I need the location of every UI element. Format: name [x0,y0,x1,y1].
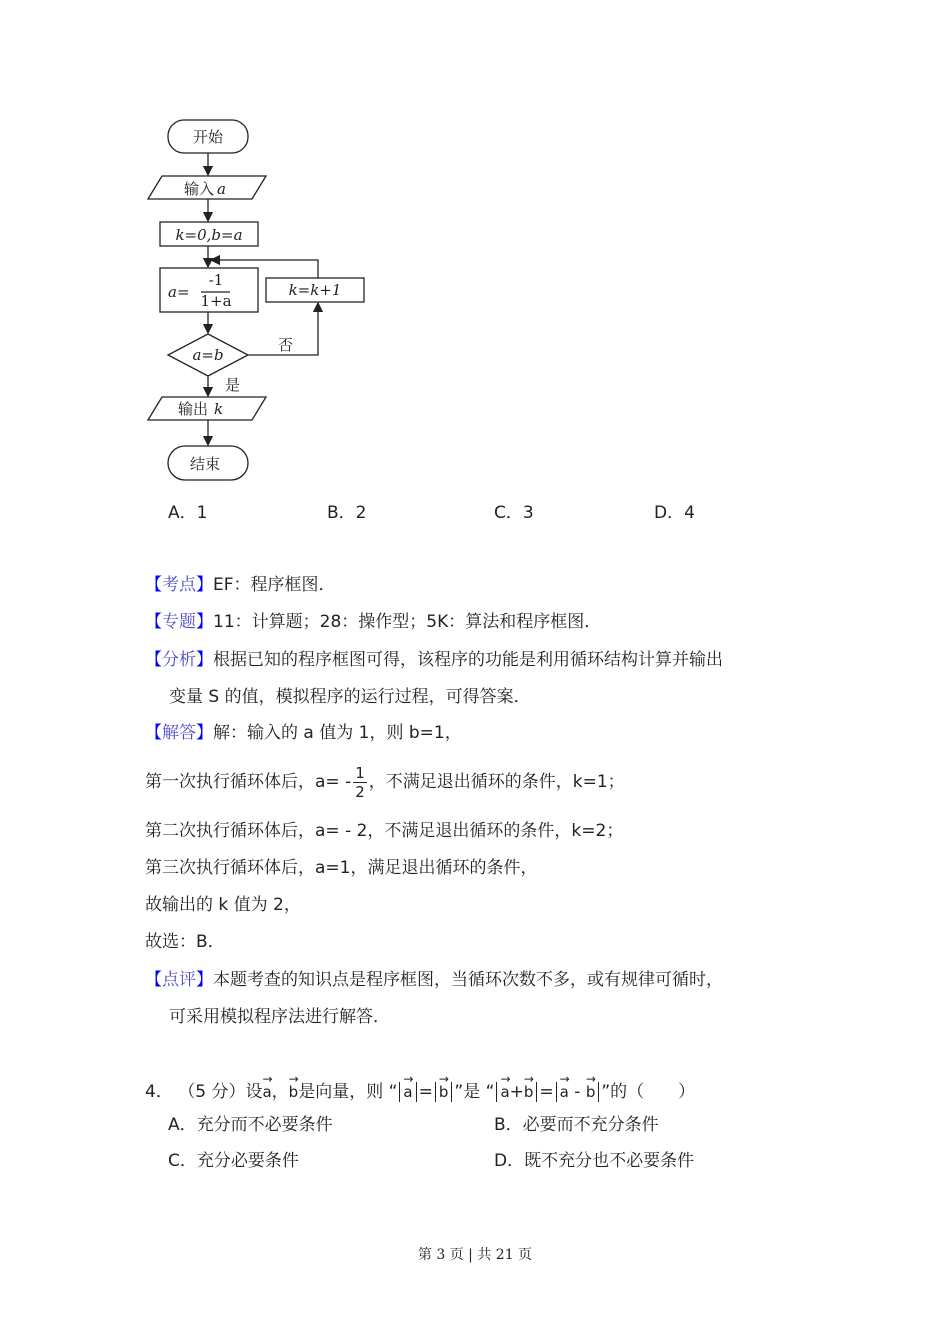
option-c: C．3 [494,503,534,523]
svg-text:输入a: 输入 a [184,180,226,198]
q4-option-a: A．充分而不必要条件 [168,1115,333,1135]
choice: 故选：B． [145,932,225,952]
svg-text:结束: 结束 [189,455,221,473]
question-4: 4． （5 分）设→ a，→ b是向量，则 “→ a =→ b ”是 “→ a+→ b =→ a - → b ”的（ ） [145,1077,695,1103]
option-d: D．4 [654,503,695,523]
step-2: 第二次执行循环体后，a= - 2，不满足退出循环的条件，k=2； [145,821,624,841]
step-1: 第一次执行循环体后，a= - $\frac{1}{2}$ ，不满足退出循环的条件，k=1； [145,763,625,801]
svg-text:k=k+1: k=k+1 [288,281,342,299]
svg-text:a=b: a=b [192,346,224,364]
zhuanti: 【专题】11：计算题；28：操作型；5K：算法和程序框图． [145,612,602,632]
step-3: 第三次执行循环体后，a=1，满足退出循环的条件， [145,858,538,878]
fenxi-cont: 变量 S 的值，模拟程序的运行过程，可得答案． [169,687,531,707]
dianping: 【点评】本题考查的知识点是程序框图，当循环次数不多，或有规律可循时， [145,970,723,990]
fenxi: 【分析】根据已知的程序框图可得，该程序的功能是利用循环结构计算并输出 [145,650,723,670]
option-a: A．1 [168,503,208,523]
svg-text:1+a: 1+a [200,292,232,310]
result: 故输出的 k 值为 2， [145,895,301,915]
svg-text:否: 否 [278,336,294,354]
svg-text:是: 是 [225,376,241,394]
jieda: 【解答】解：输入的 a 值为 1，则 b=1， [145,723,462,743]
svg-text:-1: -1 [208,271,224,289]
start-label: 开始 [192,128,224,146]
svg-text:a=: a= [168,283,190,301]
q4-option-b: B．必要而不充分条件 [494,1115,659,1135]
svg-text:输出k: 输出 k [178,400,224,418]
svg-text:k=0,b=a: k=0,b=a [175,226,243,244]
kaodian: 【考点】EF：程序框图． [145,575,336,595]
flowchart [0,0,420,500]
q4-option-c: C．充分必要条件 [168,1151,299,1171]
option-b: B．2 [327,503,367,523]
q4-option-d: D．既不充分也不必要条件 [494,1151,695,1171]
page-footer: 第 3 页 | 共 21 页 [417,1247,533,1263]
dianping-cont: 可采用模拟程序法进行解答． [169,1007,390,1027]
